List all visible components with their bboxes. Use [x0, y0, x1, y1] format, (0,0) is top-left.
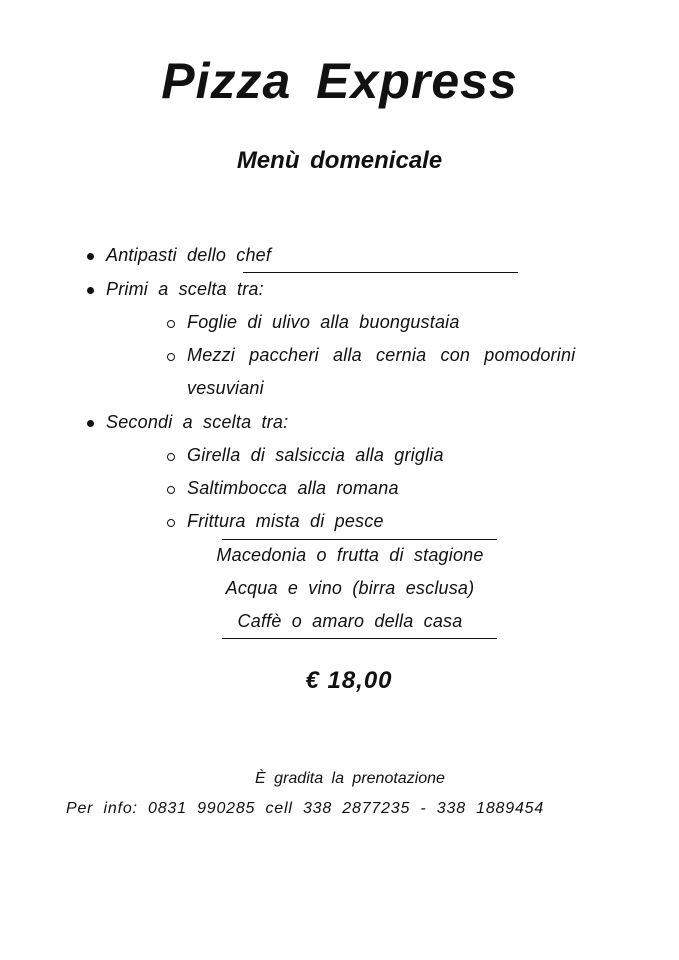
primi-item: Mezzi paccheri alla cernia con pomodorini	[187, 345, 576, 365]
bullet-icon	[87, 253, 94, 260]
extra-item: Macedonia o frutta di stagione	[216, 545, 484, 565]
primi-heading: Primi a scelta tra:	[106, 279, 264, 299]
primi-item: Foglie di ulivo alla buongustaia	[187, 312, 460, 332]
circle-bullet-icon	[167, 519, 175, 527]
extra-item: Acqua e vino (birra esclusa)	[225, 578, 475, 598]
menu-price: € 18,00	[305, 667, 393, 694]
secondi-item: Saltimbocca alla romana	[187, 478, 399, 498]
contact-info: Per info: 0831 990285 cell 338 2877235 - 338 1889454	[66, 800, 545, 817]
secondi-item: Girella di salsiccia alla griglia	[187, 445, 444, 465]
circle-bullet-icon	[167, 453, 175, 461]
circle-bullet-icon	[167, 320, 175, 328]
menu-subtitle: Menù domenicale	[236, 147, 443, 174]
extra-item: Caffè o amaro della casa	[237, 611, 463, 631]
restaurant-name: Pizza Express	[161, 53, 518, 109]
secondi-item: Frittura mista di pesce	[187, 511, 384, 531]
primi-item-continuation: vesuviani	[187, 378, 264, 398]
antipasti-item: Antipasti dello chef	[106, 245, 272, 265]
divider-line	[243, 272, 518, 273]
secondi-heading: Secondi a scelta tra:	[106, 412, 289, 432]
bullet-icon	[87, 287, 94, 294]
circle-bullet-icon	[167, 353, 175, 361]
divider-line	[222, 638, 497, 639]
bullet-icon	[87, 420, 94, 427]
reservation-note: È gradita la prenotazione	[255, 770, 445, 787]
circle-bullet-icon	[167, 486, 175, 494]
divider-line	[222, 539, 497, 540]
